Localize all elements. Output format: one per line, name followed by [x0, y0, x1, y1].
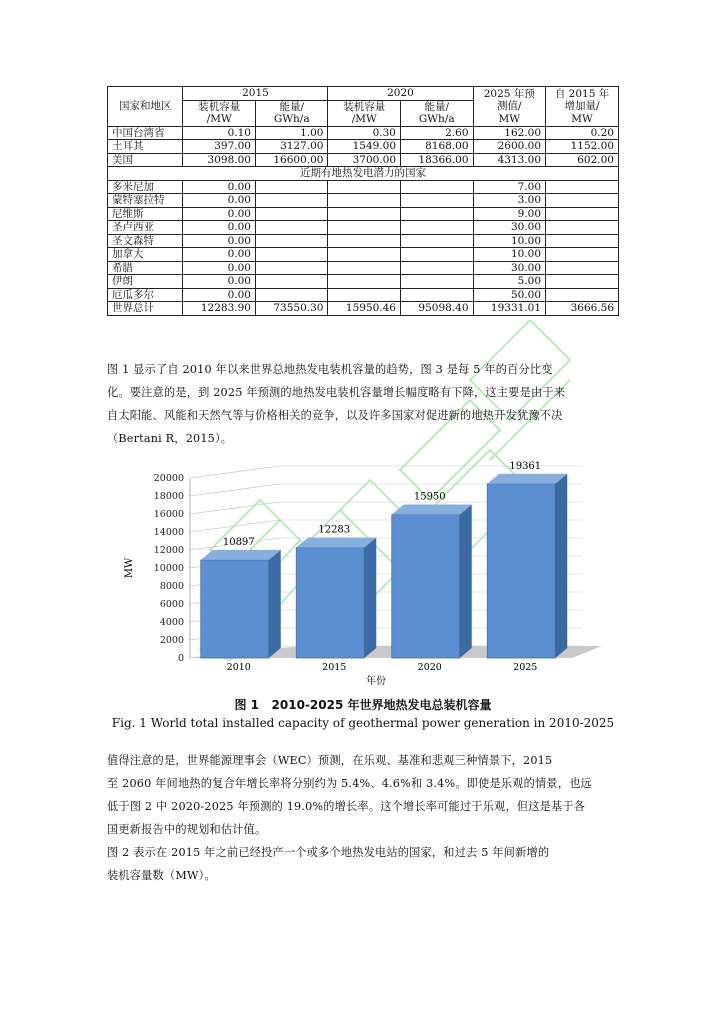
- bar-top: [201, 550, 281, 560]
- bar-value-label: 12283: [318, 524, 351, 536]
- header-capacity-2020: 装机容量 /MW: [328, 100, 401, 126]
- header-forecast-2025: 2025 年预 测值/ MW: [473, 87, 546, 127]
- table-row-total: 世界总计 12283.90 73550.30 15950.46 95098.40 19331.01 3666.56: [108, 302, 619, 316]
- bar-side: [460, 504, 472, 658]
- header-increase: 自 2015 年 增加量/ MW: [546, 87, 619, 127]
- y-axis-label: MW: [124, 557, 135, 579]
- text-line: 图 2 表示在 2015 年之前已经投产一个或多个地热发电站的国家，和过去 5 年间新增的: [107, 846, 550, 859]
- y-tick-label: 14000: [153, 527, 184, 538]
- text-line: 国更新报告中的规划和估计值。: [107, 823, 267, 836]
- y-tick-label: 4000: [159, 617, 184, 628]
- table-row: 土耳其 397.00 3127.00 1549.00 8168.00 2600.00 1152.00: [108, 140, 619, 154]
- table-row: 希腊 0.00 30.00: [108, 261, 619, 275]
- table-body-main: [108, 126, 619, 167]
- header-2015: 2015: [183, 87, 328, 101]
- table-row: 蒙特塞拉特 0.00 3.00: [108, 194, 619, 208]
- gridline-slant: [190, 466, 280, 478]
- bar-2010: [201, 560, 269, 658]
- bar-value-label: 10897: [222, 536, 255, 548]
- y-tick-label: 6000: [159, 599, 184, 610]
- y-tick-label: 2000: [159, 635, 184, 646]
- gridline-slant: [190, 520, 280, 532]
- x-tick-label: 2010: [226, 662, 251, 673]
- gridline-slant: [190, 502, 280, 514]
- text-line: 装机容量数（MW）。: [107, 869, 216, 882]
- x-tick-label: 2020: [417, 662, 442, 673]
- text-line: 低于图 2 中 2020-2025 年预测的 19.0%的增长率。这个增长率可能过于乐观，但这是基于各: [107, 800, 586, 813]
- table-row: 加拿大 0.00 10.00: [108, 248, 619, 262]
- geothermal-capacity-table: [107, 86, 619, 316]
- text-line: （Bertani R，2015）。: [107, 432, 233, 445]
- paragraph-2: [107, 749, 619, 841]
- bar-top: [392, 504, 472, 514]
- bar-side: [364, 537, 376, 658]
- text-line: 化。要注意的是，到 2025 年预测的地热发电装机容量增长幅度略有下降，这主要是由于来: [107, 386, 566, 399]
- y-tick-label: 20000: [153, 473, 184, 484]
- paragraph-3: [107, 841, 619, 887]
- table-row: 尼维斯 0.00 9.00: [108, 207, 619, 221]
- y-tick-label: 12000: [153, 545, 184, 556]
- installed-capacity-bar-chart: [112, 460, 612, 690]
- bar-value-label: 15950: [413, 491, 446, 503]
- y-tick-label: 10000: [153, 563, 184, 574]
- header-energy-2020: 能量/ GWh/a: [401, 100, 474, 126]
- x-tick-label: 2025: [513, 662, 538, 673]
- bar-2020: [392, 514, 460, 658]
- header-2020: 2020: [328, 87, 473, 101]
- header-energy-2015: 能量/ GWh/a: [255, 100, 328, 126]
- figure-caption-cn: 图 1 2010-2025 年世界地热发电总装机容量: [234, 698, 492, 712]
- text-line: 至 2060 年间地热的复合年增长率将分别约为 5.4%、4.6%和 3.4%。即使是乐观的情景，也远: [107, 777, 592, 790]
- bar-side: [555, 474, 567, 658]
- figure-caption-en: Fig. 1 World total installed capacity of geothermal power generation in 2010-2025: [111, 716, 615, 730]
- table-row: 美国 3098.00 16600.00 3700.00 18366.00 4313.00 602.00: [108, 153, 619, 167]
- table-body-potential: [108, 180, 619, 302]
- table-row: 圣文森特 0.00 10.00: [108, 234, 619, 248]
- table-row: 圣卢西亚 0.00 30.00: [108, 221, 619, 235]
- table-row: 厄瓜多尔 0.00 50.00: [108, 288, 619, 302]
- x-tick-label: 2015: [322, 662, 347, 673]
- table-row: 中国台湾省 0.10 1.00 0.30 2.60 162.00 0.20: [108, 126, 619, 140]
- bar-side: [269, 550, 281, 658]
- bar-top: [487, 474, 567, 484]
- text-line: 图 1 显示了自 2010 年以来世界总地热发电装机容量的趋势，图 3 是每 5 年的百分比变: [107, 363, 553, 376]
- header-region: 国家和地区: [108, 87, 183, 127]
- table-row: 多米尼加 0.00 7.00: [108, 180, 619, 194]
- text-line: 自太阳能、风能和天然气等与价格相关的竞争，以及许多国家对促进新的地热开发犹豫不决: [107, 409, 563, 422]
- header-capacity-2015: 装机容量 /MW: [183, 100, 256, 126]
- y-tick-label: 0: [177, 653, 184, 664]
- text-line: 值得注意的是，世界能源理事会（WEC）预测，在乐观、基准和悲观三种情景下，2015: [107, 754, 553, 767]
- bar-2025: [487, 484, 555, 658]
- section-potential-label: 近期有地热发电潜力的国家: [108, 167, 619, 181]
- bar-2015: [296, 547, 364, 658]
- y-tick-label: 18000: [153, 491, 184, 502]
- bar-value-label: 19361: [509, 460, 542, 472]
- x-axis-label: 年份: [366, 676, 386, 687]
- y-tick-label: 8000: [159, 581, 184, 592]
- table-row: 伊朗 0.00 5.00: [108, 275, 619, 289]
- paragraph-1: [107, 358, 619, 450]
- bar-top: [296, 537, 376, 547]
- y-tick-label: 16000: [153, 509, 184, 520]
- gridline-slant: [190, 484, 280, 496]
